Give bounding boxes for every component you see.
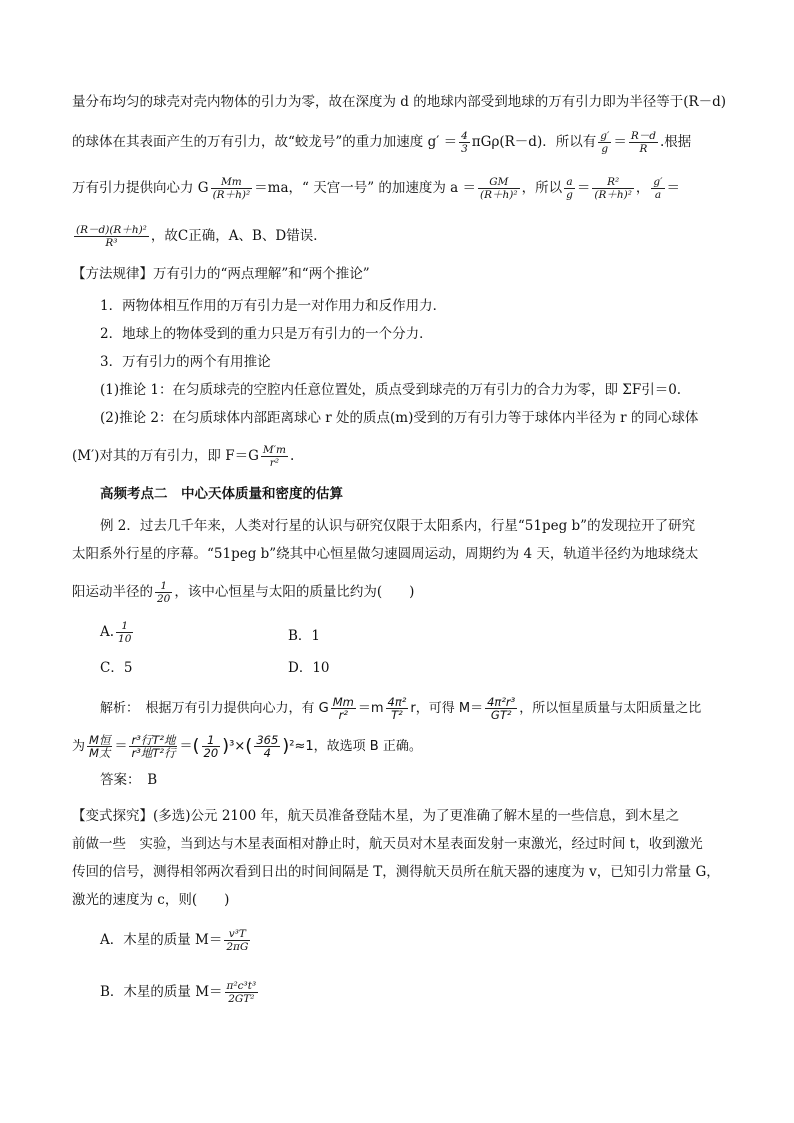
example2-line1: 例 2．过去几千年来，人类对行星的认识与研究仅限于太阳系内，行星“51peg b”的发现拉开了研究 <box>100 518 696 534</box>
para1-text-2b: πGρ(R－d)．所以有 <box>471 134 597 150</box>
fraction-1-10: $\frac{1}{10}$ <box>118 620 132 645</box>
para1-line3: 万有引力提供向心力 G $\frac{Mm}{\text{(R＋h)²}}$ ＝ma，“ 天宫一号” 的加速度为 a ＝ $\frac{GM}{\text{(R＋h)²}}$ ，所以 $\frac{a}{g}$ ＝ $\frac{\text{R²}}{\text{(R＋h)²}}$ ， $\frac{g'}{a}$ ＝ <box>72 176 681 201</box>
paren-open: ( <box>192 735 200 757</box>
para1-text-3a: 万有引力提供向心力 G <box>72 180 209 196</box>
variant-line2: 前做一些 实验，当到达与木星表面相对静止时，航天员对木星表面发射一束激光，经过时间 t，收到激光 <box>72 836 703 852</box>
paren-open-2: ( <box>245 735 253 757</box>
para1-line2: 的球体在其表面产生的万有引力，故“蛟龙号”的重力加速度 g′ ＝ $\frac{4}{3}$ πGρ(R－d)．所以有 $\frac{g'}{g}$ ＝ $\frac{R-d}{R}$ .根据 <box>72 130 692 155</box>
variant-option-b: B．木星的质量 M＝ $\frac{\text{π²c³t³}}{\text{2GT²}}$ <box>100 980 257 1005</box>
variant-line1: 【变式探究】(多选)公元 2100 年，航天员准备登陆木星，为了更准确了解木星的一些信息，到木星之 <box>72 808 679 824</box>
fraction-r2: $\frac{\text{R²}}{\text{(R＋h)²}}$ <box>594 176 632 201</box>
method-item-6: (M′)对其的万有引力，即 F＝G $\frac{M'm}{\text{r²}}$ . <box>72 444 295 469</box>
fraction-g-ratio: $\frac{g'}{g}$ <box>600 130 610 155</box>
section-heading: 高频考点二 中心天体质量和密度的估算 <box>100 486 343 502</box>
fraction-pi2c3t3: $\frac{\text{π²c³t³}}{\text{2GT²}}$ <box>226 980 257 1005</box>
fraction-a-over-g: $\frac{a}{g}$ <box>566 176 573 201</box>
option-b: B．1 <box>288 628 321 644</box>
answer: 答案： B <box>100 772 158 788</box>
fraction-gm: $\frac{GM}{\text{(R＋h)²}}$ <box>480 176 518 201</box>
option-a: A. $\frac{1}{10}$ <box>100 620 132 645</box>
paren-close-2: ) <box>282 735 290 757</box>
fraction-r3t2: $\frac{\text{r³行T²地}}{\text{r³地T²行}}$ <box>131 733 176 760</box>
method-item-2: 2．地球上的物体受到的重力只是万有引力的一个分力． <box>100 326 433 342</box>
fraction-365-4: $\frac{365}{4}$ <box>256 733 279 760</box>
option-c: C．5 <box>100 660 133 676</box>
solution-line2: 为 $\frac{\text{M恒}}{\text{M太}}$ ＝ $\frac{\text{r³行T²地}}{\text{r³地T²行}}$ ＝( $\frac{1}{20}$ )³×( $\frac{365}{4}$ )²≈1，故选项 B 正确。 <box>72 733 422 760</box>
fraction-mm: $\frac{Mm}{\text{(R＋h)²}}$ <box>212 176 251 201</box>
para1-text-1: 量分布均匀的球壳对壳内物体的引力为零，故在深度为 d 的地球内部受到地球的万有引力即为半径等于(R－d) <box>72 94 727 110</box>
method-item-5: (2)推论 2：在匀质球体内部距离球心 r 处的质点(m)受到的万有引力等于球体内半径为 r 的同心球体 <box>100 410 699 426</box>
para1-line4: $\frac{\text{(R－d)(R＋h)²}}{\text{R³}}$ ，故C正确，A、B、D错误． <box>76 224 327 249</box>
option-d: D．10 <box>288 660 330 676</box>
paren-close: ) <box>222 735 230 757</box>
para1-line1 <box>72 92 734 112</box>
variant-line3: 传回的信号，测得相邻两次看到日出的时间间隔是 T，测得航天员所在航天器的速度为 v，已知引力常量 G， <box>72 864 720 880</box>
fraction-g-over-a: $\frac{g'}{a}$ <box>653 176 663 201</box>
method-item-4: (1)推论 1：在匀质球壳的空腔内任意位置处，质点受到球壳的万有引力的合力为零，即 ΣF引＝0. <box>100 382 682 398</box>
variant-option-a: A．木星的质量 M＝ $\frac{\text{v³T}}{2\pi G}$ <box>100 928 249 953</box>
variant-line4: 激光的速度为 c，则( ) <box>72 892 230 908</box>
example2-options <box>100 620 560 690</box>
solution-line1: 解析： 根据万有引力提供向心力，有 G $\frac{Mm}{\text{r²}}$ ＝m $\frac{\text{4π²}}{\text{T²}}$ r，可得 M＝ $\frac{\text{4π²r³}}{\text{GT²}}$ ，所以恒星质量与太阳质量之比 <box>100 695 702 722</box>
fraction-1-20-sol: $\frac{1}{20}$ <box>203 733 219 760</box>
fraction-mass-formula: $\frac{\text{4π²r³}}{\text{GT²}}$ <box>487 695 516 722</box>
example2-line3: 阳运动半径的 $\frac{1}{20}$ ，该中心恒星与太阳的质量比约为( ) <box>72 580 415 605</box>
example2-line2: 太阳系外行星的序幕。“51peg b”绕其中心恒星做匀速圆周运动，周期约为 4 天，轨道半径约为地球绕太 <box>72 546 699 562</box>
fraction-4pi2-t2: $\frac{\text{4π²}}{\text{T²}}$ <box>387 695 407 722</box>
para1-text-2a: 的球体在其表面产生的万有引力，故“蛟龙号”的重力加速度 g′ ＝ <box>72 134 458 150</box>
fraction-mass-ratio: $\frac{\text{M恒}}{\text{M太}}$ <box>89 733 111 760</box>
fraction-r-d-over-r: $\frac{R-d}{R}$ <box>630 130 656 155</box>
options-row-2 <box>100 656 560 678</box>
fraction-4-3: $\frac{4}{3}$ <box>461 130 468 155</box>
method-title: 【方法规律】万有引力的“两点理解”和“两个推论” <box>72 266 370 282</box>
method-item-3: 3．万有引力的两个有用推论 <box>100 354 271 370</box>
options-row-1 <box>100 620 560 645</box>
fraction-result: $\frac{\text{(R－d)(R＋h)²}}{\text{R³}}$ <box>76 224 147 249</box>
fraction-1-20: $\frac{1}{20}$ <box>157 580 171 605</box>
fraction-v3t: $\frac{\text{v³T}}{2\pi G}$ <box>226 928 249 953</box>
method-item-1: 1．两物体相互作用的万有引力是一对作用力和反作用力． <box>100 298 447 314</box>
fraction-mm-r2: $\frac{Mm}{\text{r²}}$ <box>332 695 354 722</box>
fraction-mprime-m: $\frac{M'm}{\text{r²}}$ <box>262 444 286 469</box>
